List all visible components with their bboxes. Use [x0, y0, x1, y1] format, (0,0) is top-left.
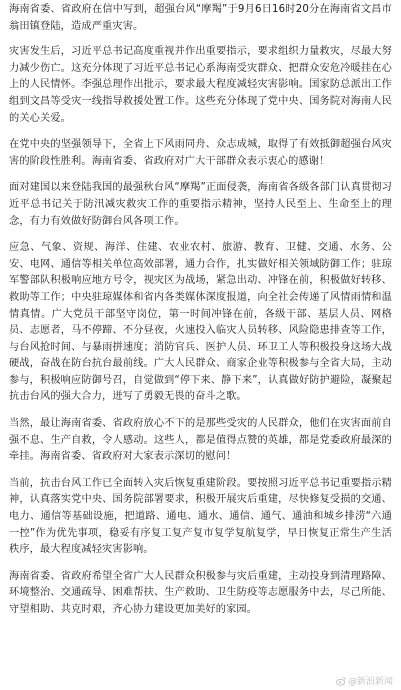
article-paragraph: 当前，抗击台风工作已全面转入灾后恢复重建阶段。要按照习近平总书记重要指示精神，认真落实党中央、国务院部署要求，积极开展灾后重建，尽快修复受损的交通、电力、通信等基础设施，把道路、通电、通水、通信、通气、通油和城乡排涝“六通一控”作为优先事项，稳妥有序复工复产复市复学复航复学，早日恢复正常生产生活秩序，最大程度减轻灾害影响。: [9, 477, 392, 556]
article-paragraph: 海南省委、省政府希望全省广大人民群众积极参与灾后重建，主动投身到清理路障、环境整治、交通疏导、困难帮扶、生产救助、卫生防疫等志愿服务中去，尽己所能、守望相助、共克时艰，齐心协力建设更加美好的家园。: [9, 570, 392, 615]
weibo-logo-icon: [336, 676, 346, 686]
article-paragraph: 应急、气象、资规、海洋、住建、农业农村、旅游、教育、卫健、交通、水务、公安、电网、通信等相关单位高效部署，通力合作，扎实做好相关领域防御工作；驻琼军警部队积极响应地方号令，视灾区为战场，紧急出动、冲锋在前，积极做好转移、救助等工作；中央驻琼媒体和省内各类媒体深度报道，向全社会传递了风情雨情和温情真情。广大党员干部坚守岗位，第一时间冲锋在前，各级干部、基层人员、网格员、志愿者，马不停蹄、不分昼夜，火速投入临灾人员转移、风险隐患排查等工作，与台风抢时间、与暴雨拼速度；消防官兵、医护人员、环卫工人等积极投身这场大战硬战，奋战在防台抗台最前线。广大人民群众、商家企业等积极参与全省大局，主动参与，积极响应防御号召，自觉做到“停下来、静下来”，认真做好防护避险，凝聚起抗击台风的强大合力，迸写了勇毅无畏的奋斗之歌。: [9, 242, 393, 403]
watermark: [336, 674, 393, 687]
article-paragraph: 面对建国以来登陆我国的最强秋台风“摩羯”正面侵袭，海南省各级各部门认真贯彻习近平总书记关于防汛减灾救灾工作的重要指示精神，坚持人民至上、生命至上的理念，有力有效做好防御台风各项工作。: [9, 182, 393, 227]
article-paragraph: 当然，最让海南省委、省政府放心不下的是那些受灾的人民群众，他们在灾害面前自强不息、生产自救，令人感动。这些人，都是值得点赞的英雄，都是党委政府最深的牵挂。海南省委、省政府对大家表示深切的慰问！: [9, 418, 392, 463]
article-paragraph: 在党中央的坚强领导下，全省上下风雨同舟、众志成城，取得了有效抵御超强台风灾害的阶段性胜利。海南省委、省政府对广大干部群众表示衷心的感谢！: [9, 139, 392, 167]
article-paragraph: 灾害发生后，习近平总书记高度重视并作出重要指示，要求组织力量救灾，尽最大努力减少伤亡。这充分体现了习近平总书记心系海南受灾群众、把群众安危冷暖挂在心上的人民情怀。李强总理作出批示，要求最大程度减轻灾害影响。国家防总派出工作组到文昌等受灾一线指导救援处置工作。这些充分体现了党中央、国务院对海南人民的关心关爱。: [9, 46, 392, 124]
watermark-text: @新浪新闻: [347, 677, 393, 687]
article-paragraph: 海南省委、省政府在信中写到，超强台风“摩羯”于9月6日16时20分在海南省文昌市翁田镇登陆，造成严重灾害。: [9, 4, 392, 32]
